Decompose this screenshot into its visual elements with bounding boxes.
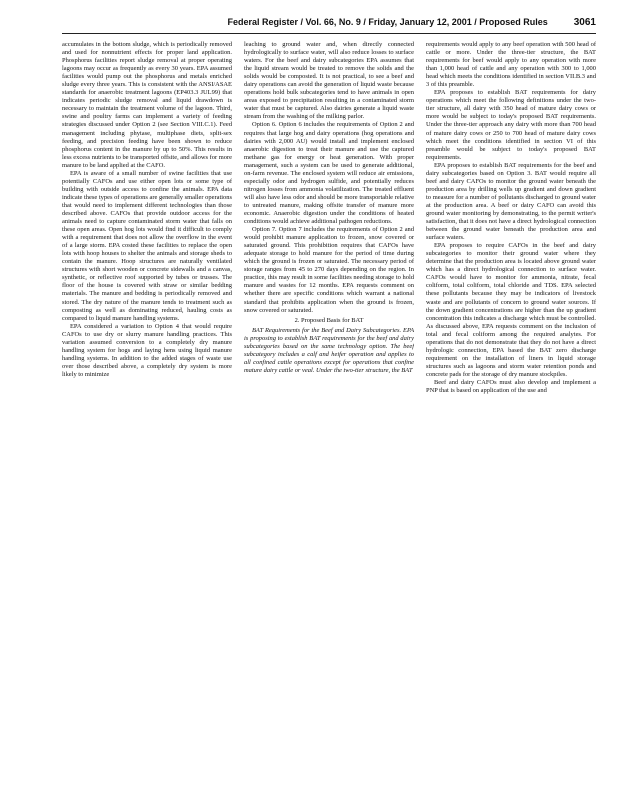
paragraph: requirements would apply to any beef operation with 500 head of cattle or more. Under the three-tier structure, the BAT requirements for beef would apply to any operation with more than 1,000 head of cattle and any operation with 300 to 1,000 head which meets the conditions identified in section VII.B.3 and 3 of this preamble. (426, 41, 596, 89)
paragraph: EPA considered a variation to Option 4 that would require CAFOs to use dry or slurry manure handling practices. This variation assumed conversion to a completely dry manure handling system for hogs and laying hens using liquid manure handling systems. In addition to the added stages of waste use over those described above, a completely dry system is more likely to minimize (62, 322, 232, 378)
header-title: Federal Register / Vol. 66, No. 9 / Friday, January 12, 2001 / Proposed Rules (227, 17, 548, 27)
page-number: 3061 (573, 17, 596, 28)
paragraph: EPA proposes to require CAFOs in the beef and dairy subcategories to monitor their ground water where they determine that the production area is located above ground water which has a direct hydrological connection to surface water. CAFOs would have to monitor for ammonia, nitrate, fecal coliform, total coliform, total chloride and TDS. EPA selected these pollutants because they may be indicators of livestock waste and are pollutants of concern to ground water sources. If the down gradient concentrations are higher than the up gradient concentration this indicates a discharge which must be controlled. As discussed above, EPA requests comment on the inclusion of total and fecal coliform among the required analytes. For operations that do not demonstrate that they do not have a direct hydrologic connection, EPA based the BAT zero discharge requirement on the installation of liners in liquid storage structures such as lagoons and storm water retention ponds and concrete pads for the storage of dry manure stockpiles. (426, 242, 596, 378)
section-heading: 2. Proposed Basis for BAT (294, 316, 364, 324)
paragraph: BAT Requirements for the Beef and Dairy Subcategories. EPA is proposing to establish BAT requirements for the beef and dairy subcategories based on the same technology option. The beef subcategory includes a calf and heifer operation and applies to all confined cattle operations except for operations that confine mature dairy cattle or veal. Under the two-tier structure, the BAT (244, 326, 414, 374)
paragraph: EPA proposes to establish BAT requirements for dairy operations which meet the following definitions under the two-tier structure, all dairy with 350 head of mature dairy cows or more would be subject to today's proposed BAT requirements. Under the three-tier approach any dairy with more than 700 head of mature dairy cows or 250 to 700 head of mature dairy cows which meet the conditions identified in section VI of this preamble would be subject to today's proposed BAT requirements. (426, 89, 596, 161)
paragraph: EPA is aware of a small number of swine facilities that use potentially CAFOs and use either open lots or some type of building with outside access to confine the animals. EPA data indicate these types of operations are generally smaller operations that would need to implement different technologies than those described above. CAFOs that provide outdoor access for the animals need to capture contaminated storm water that falls on these open areas. Open hog lots would find it difficult to comply with a requirement that does not allow the overflow in the event of a large storm. EPA costed these facilities to replace the open lots with hoop houses to shelter the animals and storage sheds to contain the manure. Hoop structures are naturally ventilated structures with short wooden or concrete sidewalls and a canvas, synthetic, or reflective roof supported by tubes or trusses. The floor of the house is covered with straw or similar bedding materials. The manure and bedding is periodically removed and stored. The dry nature of the manure tends to treatment such as composting as well as dominating reduced, hauling costs as compared to liquid manure handling systems. (62, 169, 232, 322)
paragraph: Beef and dairy CAFOs must also develop and implement a PNP that is based on application of the use and (426, 378, 596, 395)
paragraph: Option 6. Option 6 includes the requirements of Option 2 and requires that large hog and dairy operations (hog operations and dairies with 2,000 AU) would install and implement enclosed anaerobic digestion to treat their manure and use the captured methane gas for energy or heat generation. With proper management, such a system can be used to generate additional, on-farm revenue. The enclosed system will reduce air emissions, especially odor and hydrogen sulfide, and potentially reduces nitrogen losses from ammonia volatilization. The treated effluent will also have less odor and should be more transportable relative to untreated manure, making offsite transfer of manure more economic. Anaerobic digestion under the conditions of heated conditions would achieve additional pathogen reductions. (244, 121, 414, 226)
paragraph: accumulates in the bottom sludge, which is periodically removed and used for nonnutrient effects for proper land application. Phosphorus facilities report sludge removal at proper operating lagoons may occur as frequently as every 30 years. EPA assumed facilities would pump out the phosphorus and metals enriched sludge every three years. This is consistent with the ANSI/ASAE standards for anaerobic treatment lagoons (EP403.3 JUL99) that indicates periodic sludge removal and liquid drawdown is necessary to maintain the treatment volume of the lagoon. Third, swine and poultry farms can implement a variety of feeding strategies discussed under Option 2 (see Section VIII.C.1). Feed management including phytase, multiphase diets, split-sex feeding, and precision feeding have been shown to reduce phosphorus content in the manure by up to 50%. This results in less excess nutrients to be transported offsite, and allows for more manure to be land applied at the CAFO. (62, 41, 232, 169)
text-columns (62, 41, 596, 793)
paragraph: Option 7. Option 7 includes the requirements of Option 2 and would prohibit manure application to frozen, snow covered or saturated ground. This prohibition requires that CAFOs have adequate storage to hold manure for the period of time during which the ground is frozen or saturated. The necessary period of storage ranges from 45 to 270 days depending on the region. In practice, this may result in some facilities needing storage to hold manure and wastes for 12 months. EPA requests comment on whether there are specific conditions which warrant a national standard that prohibits application when the ground is frozen, snow covered or saturated. (244, 226, 414, 314)
paragraph: leaching to ground water and, when directly connected hydrologically to surface water, will also reduce losses to surface waters. For the beef and dairy subcategories EPA assumes that the liquid stream would be treated to remove the solids and the solids would be composted. It is not practical, to see a beef and dairy operations can avoid the generation of liquid waste because operations hold bulk subcategories tend to have animals in open areas exposed to precipitation resulting in a contaminated storm water that must be captured. Also dairies generate a liquid waste stream from the washing of the milking parlor. (244, 41, 414, 121)
column-2 (244, 41, 414, 793)
column-1 (62, 41, 232, 793)
paragraph: EPA proposes to establish BAT requirements for the beef and dairy subcategories based on Option 3. BAT would require all beef and dairy CAFOs to monitor the ground water beneath the production area by drilling wells up gradient and down gradient to measure for a number of pollutants discharged to ground water at the production area. A beef or dairy CAFO can avoid this ground water monitoring by demonstrating, to the permit writer's satisfaction, that it does not have a direct hydrological connection between the ground water beneath the production area and surface waters. (426, 161, 596, 242)
running-header (62, 17, 596, 34)
column-3 (426, 41, 596, 793)
